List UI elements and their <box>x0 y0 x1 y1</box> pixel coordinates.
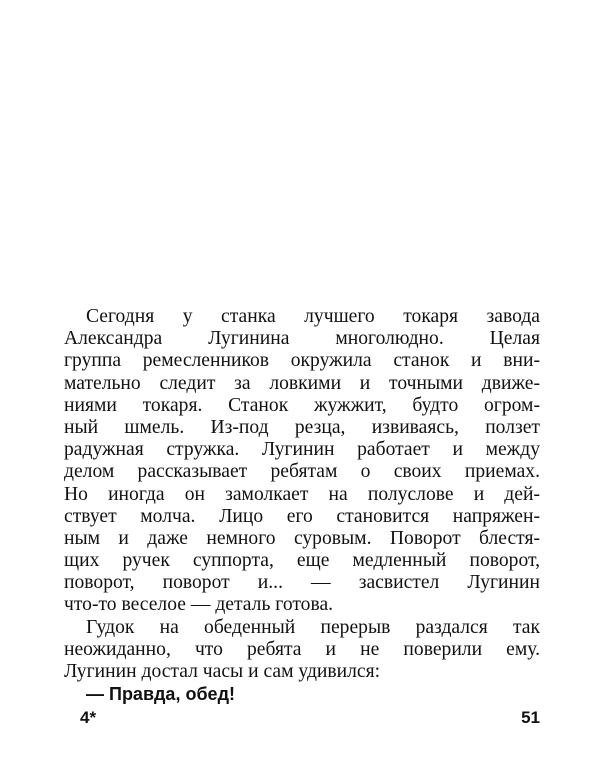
text-line: ниями токаря. Станок жужжит, будто огром- <box>64 394 540 416</box>
text-line: Сегодня у станка лучшего токаря завода <box>86 306 540 327</box>
text-line: поворот, поворот и... — засвистел Лугинин <box>64 572 540 594</box>
text-line: Лугинин достал часы и сам удивился: <box>64 661 381 682</box>
signature-mark: 4* <box>80 708 97 727</box>
text-line: группа ремесленников окружила станок и вни- <box>64 350 540 372</box>
text-line: неожиданно, что ребята и не поверили ему. <box>64 638 540 660</box>
text-line: ный шмель. Из-под резца, извиваясь, ползет <box>64 416 540 438</box>
text-line: ным и даже немного суровым. Поворот блестя- <box>64 527 540 549</box>
text-line: Гудок на обеденный перерыв раздался так <box>86 616 540 638</box>
text-line: радужная стружка. Лугинин работает и между <box>64 439 540 461</box>
text-line: мательно следит за ловкими и точными движе- <box>64 372 540 394</box>
text-line: что-то веселое — деталь готова. <box>64 594 334 616</box>
text-line: Но иногда он замолкает на полуслове и дей- <box>64 483 540 505</box>
body-text <box>64 306 540 705</box>
paragraph-2 <box>64 617 540 684</box>
text-line: ствует молча. Лицо его становится напряжен- <box>64 505 540 527</box>
text-line: делом рассказывает ребятам о своих приемах. <box>64 461 540 483</box>
text-line: щих ручек суппорта, еще медленный поворот, <box>64 550 540 572</box>
page-number: 51 <box>521 708 540 727</box>
text-line: Александра Лугинина многолюдно. Целая <box>64 328 540 350</box>
dialog-line: — Правда, обед! <box>86 684 235 705</box>
paragraph-1 <box>64 306 540 617</box>
